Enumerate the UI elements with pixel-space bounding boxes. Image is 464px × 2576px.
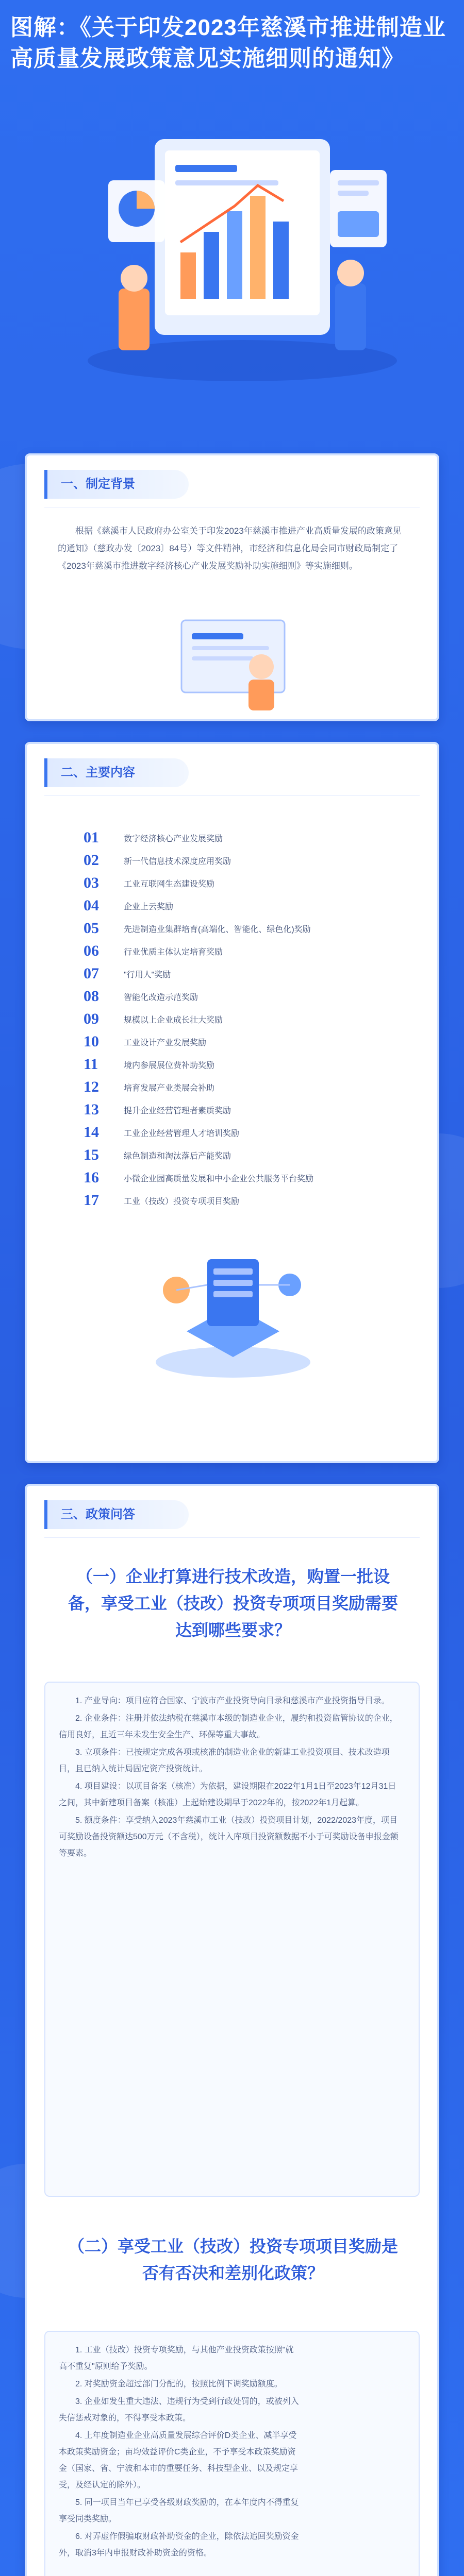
answer-paragraph: 3. 立项条件：已按规定完成各项或核准的制造业企业的新建工业投资项目、技术改造项目，且已纳入统计局固定资产投资统计。 — [59, 1748, 390, 1773]
item-number: 15 — [84, 1146, 99, 1163]
list-item — [84, 940, 372, 962]
item-text: 新一代信息技术深度应用奖励 — [124, 857, 231, 866]
section-label: 二、主要内容 — [44, 758, 189, 787]
list-item — [84, 1121, 372, 1144]
background-text: 根据《慈溪市人民政府办公室关于印发2023年慈溪市推进产业高质量发展的政策意见的通知》（慈政办发〔2023〕84号）等文件精神，市经济和信息化局会同市财政局制定了《2023年慈溪市推进数字经济核心产业发展奖励补助实施细则》等实施细则。 — [58, 526, 402, 571]
item-text: "行用人"奖励 — [124, 970, 171, 979]
section-label: 三、政策问答 — [44, 1500, 189, 1529]
item-number: 10 — [84, 1033, 99, 1050]
item-number: 16 — [84, 1169, 99, 1186]
item-number: 07 — [84, 965, 99, 982]
section-qa — [25, 1484, 439, 2576]
item-number: 01 — [84, 829, 99, 846]
answer-paragraph: 3. 企业如发生重大违法、违规行为受到行政处罚的，或被列入失信惩戒对象的，不得享受本政策。 — [59, 2397, 299, 2422]
list-item — [84, 1076, 372, 1098]
item-text: 提升企业经营管理者素质奖励 — [124, 1106, 231, 1115]
answer-paragraph: 2. 企业条件：注册并依法纳税在慈溪市本级的制造业企业，履约和投资监管协议的企业，信用良好，且近三年未发生安全生产、环保等重大事故。 — [59, 1714, 398, 1739]
list-item — [84, 917, 372, 940]
item-text: 智能化改造示范奖励 — [124, 993, 198, 1002]
question-2: （二）享受工业（技改）投资专项项目奖励是否有否决和差别化政策？ — [68, 2237, 398, 2282]
divider — [44, 795, 420, 796]
list-item — [84, 1098, 372, 1121]
answer-paragraph: 1. 产业导向：项目应符合国家、宁波市产业投资导向目录和慈溪市产业投资指导目录。 — [75, 1697, 390, 1705]
list-item — [84, 1144, 372, 1166]
item-number: 17 — [84, 1192, 99, 1209]
question-1: （一）企业打算进行技术改造，购置一批设备，享受工业（技改）投资专项项目奖励需要达到哪些要求？ — [68, 1567, 398, 1639]
item-text: 数字经济核心产业发展奖励 — [124, 834, 223, 843]
list-item — [84, 1189, 372, 1212]
item-text: 工业企业经营管理人才培训奖励 — [124, 1129, 240, 1138]
presenter-illustration — [171, 610, 295, 713]
answer-paragraph: 5. 额度条件：享受纳入2023年慈溪市工业（技改）投资项目计划，2022/2023年度，项目可奖励设备投资额达500万元（不含税），统计入库项目投资额数据不小于可奖励设备申报金额等要素。 — [59, 1816, 399, 1858]
item-number: 05 — [84, 920, 99, 937]
list-item — [84, 1053, 372, 1076]
section-background — [25, 453, 439, 721]
page-title: 图解：《关于印发2023年慈溪市推进制造业高质量发展政策意见实施细则的通知》 — [10, 15, 446, 71]
list-item — [84, 985, 372, 1008]
item-text: 工业互联网生态建设奖励 — [124, 879, 215, 889]
section-main-content — [25, 742, 439, 1463]
header — [0, 0, 464, 453]
list-item — [84, 872, 372, 894]
answer-2-box — [44, 2331, 420, 2576]
item-text: 先进制造业集群培育(高端化、智能化、绿色化)奖励 — [124, 925, 311, 934]
item-number: 06 — [84, 942, 99, 959]
item-text: 行业优质主体认定培育奖励 — [124, 947, 223, 957]
item-number: 14 — [84, 1124, 99, 1141]
item-text: 工业（技改）投资专项项目奖励 — [124, 1197, 240, 1206]
item-text: 境内参展展位费补助奖励 — [124, 1061, 215, 1070]
list-item — [84, 1030, 372, 1053]
answer-paragraph: 6. 对弄虚作假骗取财政补助资金的企业，除依法追回奖励资金外，取消3年内申报财政补助资金的资格。 — [59, 2532, 299, 2557]
item-text: 企业上云奖励 — [124, 902, 174, 911]
item-number: 12 — [84, 1078, 99, 1095]
answer-paragraph: 2. 对奖励资金超过部门分配的，按照比例下调奖励额度。 — [75, 2380, 283, 2388]
content-list — [84, 826, 372, 1212]
answer-paragraph: 1. 工业（技改）投资专项奖励，与其他产业投资政策按照"就高不重复"原则给予奖励。 — [59, 2346, 294, 2371]
list-item — [84, 962, 372, 985]
item-number: 11 — [84, 1056, 98, 1073]
item-number: 09 — [84, 1010, 99, 1027]
answer-paragraph: 5. 同一项目当年已享受各级财政奖励的，在本年度内不得重复享受同类奖励。 — [59, 2498, 299, 2523]
server-illustration — [145, 1228, 321, 1383]
item-number: 08 — [84, 988, 99, 1005]
list-item — [84, 1008, 372, 1030]
divider — [44, 1537, 420, 1538]
list-item — [84, 894, 372, 917]
section-label: 一、制定背景 — [44, 470, 189, 499]
item-text: 规模以上企业成长壮大奖励 — [124, 1015, 223, 1025]
answer-paragraph: 4. 上年度制造业企业高质量发展综合评价D类企业、减半享受本政策奖励资金；亩均效益评价C类企业，不予享受本政策奖励资金（国家、省、宁波和本市的重要任务、科技型企业、以及规定享受，及经认定的除外）。 — [59, 2431, 299, 2489]
hero-illustration — [77, 118, 407, 386]
item-number: 02 — [84, 852, 99, 869]
answer-1-box — [44, 1682, 420, 2197]
item-text: 小微企业园高质量发展和中小企业公共服务平台奖励 — [124, 1174, 314, 1183]
item-text: 绿色制造和淘汰落后产能奖励 — [124, 1151, 231, 1161]
item-number: 03 — [84, 874, 99, 891]
item-number: 04 — [84, 897, 99, 914]
list-item — [84, 826, 372, 849]
list-item — [84, 849, 372, 872]
answer-2 — [59, 2342, 301, 2563]
list-item — [84, 1166, 372, 1189]
item-number: 13 — [84, 1101, 99, 1118]
item-text: 培育发展产业类展会补助 — [124, 1083, 215, 1093]
item-text: 工业设计产业发展奖励 — [124, 1038, 207, 1047]
answer-paragraph: 4. 项目建设：以项目备案（核准）为依据，建设期限在2022年1月1日至2023年12月31日之间，其中新建项目备案（核准）上起始建设期早于2022年的，按2022年1月起算。 — [59, 1782, 396, 1807]
answer-1 — [59, 1693, 404, 1863]
